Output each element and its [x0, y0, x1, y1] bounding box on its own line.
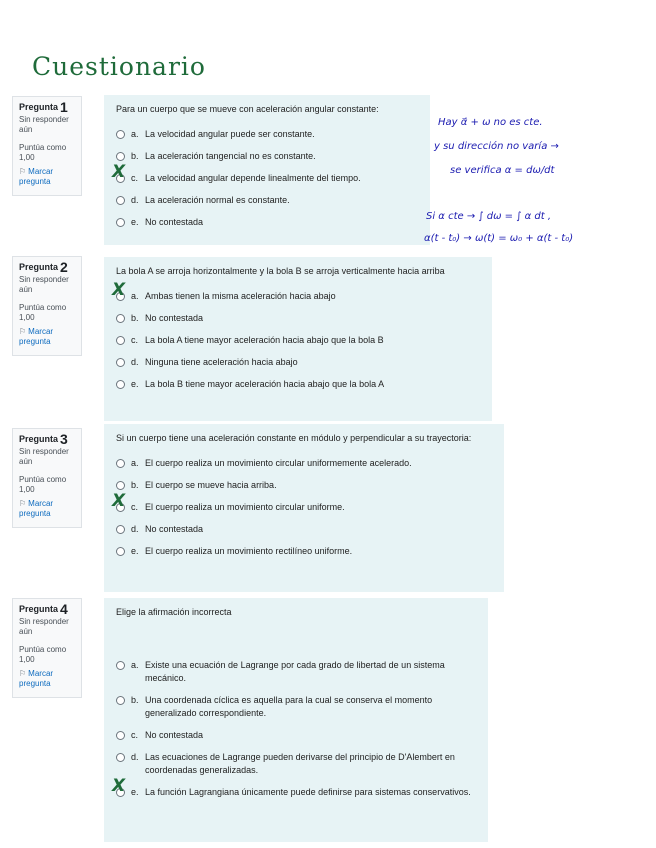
option-letter: b.: [131, 480, 139, 490]
flag-question-link[interactable]: [19, 167, 76, 187]
option-text: No contestada: [145, 313, 204, 323]
handwritten-check-mark: X: [112, 162, 126, 182]
radio-button[interactable]: [116, 218, 125, 227]
radio-button[interactable]: [116, 661, 125, 670]
option-letter: b.: [131, 695, 139, 705]
answer-option-e[interactable]: [116, 216, 420, 229]
question-info-4: [12, 598, 82, 698]
question-info-2: [12, 256, 82, 356]
flag-icon: ⚐: [19, 327, 27, 336]
option-text: La aceleración normal es constante.: [145, 195, 290, 205]
question-box-2: [104, 257, 492, 421]
option-text: Las ecuaciones de Lagrange pueden derivarse del principio de D'Alembert en coordenadas generalizadas.: [145, 752, 455, 775]
answer-option-a[interactable]: [116, 128, 420, 141]
answer-option-d[interactable]: [116, 523, 494, 536]
answer-option-d[interactable]: [116, 751, 478, 777]
question-grade: Puntúa como 1,00: [19, 143, 67, 162]
question-box-1: [104, 95, 430, 245]
answer-option-d[interactable]: [116, 356, 482, 369]
option-text: La bola B tiene mayor aceleración hacia abajo que la bola A: [145, 379, 385, 389]
option-text: No contestada: [145, 217, 204, 227]
option-text: Una coordenada cíclica es aquella para la cual se conserva el momento generalizado correspondiente.: [145, 695, 433, 718]
option-text: Ambas tienen la misma aceleración hacia abajo: [145, 291, 336, 301]
radio-button[interactable]: [116, 358, 125, 367]
handwritten-check-mark: X: [112, 776, 126, 796]
question-box-3: [104, 424, 504, 592]
handwritten-note-3: se verifica α = dω/dt: [450, 165, 555, 176]
flag-icon: ⚐: [19, 499, 27, 508]
option-text: Ninguna tiene aceleración hacia abajo: [145, 357, 298, 367]
answer-option-b[interactable]: [116, 694, 478, 720]
option-letter: e.: [131, 217, 139, 227]
answer-option-e[interactable]: [116, 545, 494, 558]
option-letter: a.: [131, 660, 139, 670]
option-letter: e.: [131, 787, 139, 797]
option-letter: a.: [131, 129, 139, 139]
answer-option-c[interactable]: [112, 162, 420, 185]
radio-button[interactable]: [116, 196, 125, 205]
handwritten-note-4: Si α cte → ∫ dω = ∫ α dt ,: [426, 211, 552, 222]
question-number: 4: [60, 601, 68, 617]
answer-option-c[interactable]: [112, 491, 494, 514]
radio-button[interactable]: [116, 380, 125, 389]
question-status: Sin responder aún: [19, 115, 69, 134]
question-label: Pregunta: [19, 102, 59, 112]
question-status: Sin responder aún: [19, 447, 69, 466]
flag-question-link[interactable]: [19, 669, 76, 689]
flag-icon: ⚐: [19, 669, 27, 678]
question-info-3: [12, 428, 82, 528]
option-text: El cuerpo realiza un movimiento rectilíneo uniforme.: [145, 546, 353, 556]
option-letter: b.: [131, 313, 139, 323]
radio-button[interactable]: [116, 314, 125, 323]
question-label: Pregunta: [19, 262, 59, 272]
flag-label: Marcar pregunta: [19, 669, 54, 688]
option-text: La velocidad angular puede ser constante.: [145, 129, 315, 139]
option-letter: d.: [131, 195, 139, 205]
question-grade: Puntúa como 1,00: [19, 475, 67, 494]
question-info-1: [12, 96, 82, 196]
answer-option-c[interactable]: [116, 334, 482, 347]
flag-question-link[interactable]: [19, 327, 76, 347]
answer-option-c[interactable]: [116, 729, 478, 742]
answer-option-b[interactable]: [116, 479, 494, 492]
question-text: Elige la afirmación incorrecta: [116, 607, 232, 617]
answer-option-b[interactable]: [116, 312, 482, 325]
radio-button[interactable]: [116, 696, 125, 705]
option-text: Existe una ecuación de Lagrange por cada grado de libertad de un sistema mecánico.: [145, 660, 445, 683]
radio-button[interactable]: [116, 547, 125, 556]
question-label: Pregunta: [19, 604, 59, 614]
option-text: La función Lagrangiana únicamente puede definirse para sistemas conservativos.: [145, 787, 471, 797]
option-letter: e.: [131, 379, 139, 389]
question-number: 1: [60, 99, 68, 115]
option-text: La bola A tiene mayor aceleración hacia abajo que la bola B: [145, 335, 384, 345]
option-letter: d.: [131, 357, 139, 367]
radio-button[interactable]: [116, 130, 125, 139]
flag-icon: ⚐: [19, 167, 27, 176]
question-text: Para un cuerpo que se mueve con aceleración angular constante:: [116, 104, 379, 114]
question-grade: Puntúa como 1,00: [19, 303, 67, 322]
radio-button[interactable]: [116, 152, 125, 161]
answer-option-a[interactable]: [112, 280, 482, 303]
option-letter: c.: [131, 335, 139, 345]
radio-button[interactable]: [116, 336, 125, 345]
question-number: 3: [60, 431, 68, 447]
flag-label: Marcar pregunta: [19, 327, 54, 346]
question-status: Sin responder aún: [19, 617, 69, 636]
option-letter: c.: [131, 502, 139, 512]
answer-option-a[interactable]: [116, 457, 494, 470]
handwritten-check-mark: X: [112, 280, 126, 300]
radio-button[interactable]: [116, 481, 125, 490]
option-text: La aceleración tangencial no es constante.: [145, 151, 316, 161]
handwritten-note-5: α(t - t₀) → ω(t) = ω₀ + α(t - t₀): [424, 233, 574, 244]
answer-option-e[interactable]: [116, 378, 482, 391]
page-title: Cuestionario: [32, 52, 206, 81]
question-text: Si un cuerpo tiene una aceleración constante en módulo y perpendicular a su trayectoria:: [116, 433, 472, 443]
flag-question-link[interactable]: [19, 499, 76, 519]
option-text: El cuerpo realiza un movimiento circular uniformemente acelerado.: [145, 458, 412, 468]
flag-label: Marcar pregunta: [19, 499, 54, 518]
handwritten-note-1: Hay α⃗ + ω no es cte.: [438, 117, 543, 128]
option-letter: d.: [131, 752, 139, 762]
option-letter: e.: [131, 546, 139, 556]
flag-label: Marcar pregunta: [19, 167, 54, 186]
radio-button[interactable]: [116, 753, 125, 762]
radio-button[interactable]: [116, 459, 125, 468]
answer-option-d[interactable]: [116, 194, 420, 207]
option-letter: c.: [131, 730, 139, 740]
option-letter: a.: [131, 458, 139, 468]
radio-button[interactable]: [116, 525, 125, 534]
option-letter: a.: [131, 291, 139, 301]
question-label: Pregunta: [19, 434, 59, 444]
question-box-4: [104, 598, 488, 842]
option-text: No contestada: [145, 730, 204, 740]
option-letter: c.: [131, 173, 139, 183]
question-number: 2: [60, 259, 68, 275]
option-text: No contestada: [145, 524, 204, 534]
answer-option-b[interactable]: [116, 150, 420, 163]
answer-option-a[interactable]: [116, 659, 478, 685]
question-status: Sin responder aún: [19, 275, 69, 294]
option-letter: d.: [131, 524, 139, 534]
radio-button[interactable]: [116, 731, 125, 740]
question-grade: Puntúa como 1,00: [19, 645, 67, 664]
option-text: El cuerpo se mueve hacia arriba.: [145, 480, 277, 490]
handwritten-note-2: y su dirección no varía →: [434, 141, 559, 152]
question-text: La bola A se arroja horizontalmente y la bola B se arroja verticalmente hacia arriba: [116, 266, 445, 276]
option-text: El cuerpo realiza un movimiento circular uniforme.: [145, 502, 345, 512]
handwritten-check-mark: X: [112, 491, 126, 511]
option-letter: b.: [131, 151, 139, 161]
option-text: La velocidad angular depende linealmente del tiempo.: [145, 173, 361, 183]
answer-option-e[interactable]: [112, 776, 478, 799]
